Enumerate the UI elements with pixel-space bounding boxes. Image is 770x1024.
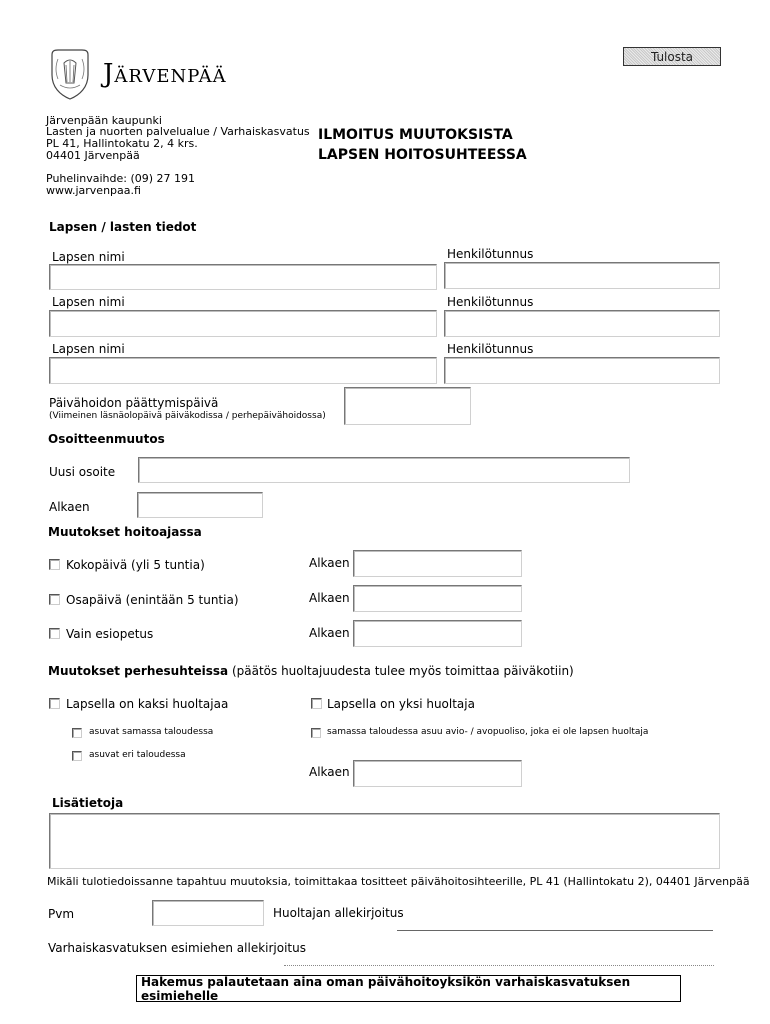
supervisor-signature-line	[284, 965, 714, 966]
two-guardians-checkbox[interactable]	[49, 698, 60, 709]
form-title-line2: LAPSEN HOITOSUHTEESSA	[318, 147, 527, 163]
two-guardians-label: Lapsella on kaksi huoltajaa	[66, 697, 229, 711]
full-day-label: Kokopäivä (yli 5 tuntia)	[66, 558, 205, 572]
address-start-input[interactable]	[137, 492, 263, 518]
address-start-label: Alkaen	[49, 500, 90, 514]
family-start-label: Alkaen	[309, 765, 350, 779]
same-household-label: asuvat samassa taloudessa	[89, 727, 214, 737]
section-heading-children: Lapsen / lasten tiedot	[49, 220, 197, 234]
phone-number: Puhelinvaihde: (09) 27 191	[46, 172, 196, 185]
return-notice	[136, 975, 681, 1002]
section-heading-care-time: Muutokset hoitoajassa	[48, 525, 202, 539]
guardian-signature-line	[397, 930, 713, 931]
income-note: Mikäli tulotiedoissanne tapahtuu muutoksia, toimittakaa tositteet päivähoitosihteerille, PL 41 (Hallintokatu 2), 04401 Järvenpää	[47, 875, 750, 888]
spouse-in-household-label: samassa taloudessa asuu avio- / avopuoliso, joka ei ole lapsen huoltaja	[327, 727, 649, 737]
city-coat-of-arms-icon	[44, 45, 96, 101]
same-household-checkbox[interactable]	[72, 728, 82, 738]
part-day-label: Osapäivä (enintään 5 tuntia)	[66, 593, 239, 607]
one-guardian-label: Lapsella on yksi huoltaja	[327, 697, 475, 711]
section-heading-extra: Lisätietoja	[52, 796, 124, 810]
child-id-label: Henkilötunnus	[447, 295, 534, 309]
date-input[interactable]	[152, 900, 264, 926]
child-name-label: Lapsen nimi	[52, 295, 125, 309]
care-start-label: Alkaen	[309, 591, 350, 605]
separate-households-label: asuvat eri taloudessa	[89, 750, 186, 760]
date-label: Pvm	[48, 907, 75, 921]
section-heading-family	[48, 664, 574, 678]
extra-info-textarea[interactable]	[49, 813, 720, 869]
child-name-input-3[interactable]	[49, 357, 437, 384]
part-day-start-input[interactable]	[353, 585, 522, 612]
return-notice-text: Hakemus palautetaan aina oman päivähoitoyksikön varhaiskasvatuksen esimiehelle	[141, 974, 631, 1003]
print-button[interactable]: Tulosta	[623, 47, 721, 66]
new-address-label: Uusi osoite	[49, 465, 116, 479]
child-id-label: Henkilötunnus	[447, 342, 534, 356]
spouse-in-household-checkbox[interactable]	[311, 728, 321, 738]
separate-households-checkbox[interactable]	[72, 751, 82, 761]
address-line: Lasten ja nuorten palvelualue / Varhaiskasvatus	[46, 125, 310, 138]
part-day-checkbox[interactable]	[49, 594, 60, 605]
form-title-line1: ILMOITUS MUUTOKSISTA	[318, 127, 513, 143]
care-start-label: Alkaen	[309, 626, 350, 640]
address-line: PL 41, Hallintokatu 2, 4 krs.	[46, 137, 198, 150]
child-id-label: Henkilötunnus	[447, 247, 534, 261]
full-day-checkbox[interactable]	[49, 559, 60, 570]
guardian-signature-label: Huoltajan allekirjoitus	[273, 906, 404, 920]
full-day-start-input[interactable]	[353, 550, 522, 577]
family-heading-bold: Muutokset perhesuhteissa	[48, 664, 229, 678]
child-name-label: Lapsen nimi	[52, 250, 125, 264]
supervisor-signature-label: Varhaiskasvatuksen esimiehen allekirjoitus	[48, 941, 306, 955]
preschool-only-start-input[interactable]	[353, 620, 522, 647]
family-heading-note: (päätös huoltajuudesta tulee myös toimittaa päiväkotiin)	[231, 664, 574, 678]
address-line: Järvenpään kaupunki	[46, 114, 162, 127]
new-address-input[interactable]	[138, 457, 630, 483]
child-id-input-3[interactable]	[444, 357, 720, 384]
care-end-date-input[interactable]	[344, 387, 471, 425]
city-logo-text: Järvenpää	[103, 59, 227, 89]
section-heading-address: Osoitteenmuutos	[48, 432, 165, 446]
child-id-input-2[interactable]	[444, 310, 720, 337]
website: www.jarvenpaa.fi	[46, 184, 141, 197]
child-id-input-1[interactable]	[444, 262, 720, 289]
one-guardian-checkbox[interactable]	[311, 698, 322, 709]
care-end-date-note: (Viimeinen läsnäolopäivä päiväkodissa / perhepäivähoidossa)	[49, 411, 326, 421]
address-line: 04401 Järvenpää	[46, 149, 140, 162]
care-end-date-label: Päivähoidon päättymispäivä	[49, 396, 219, 410]
child-name-label: Lapsen nimi	[52, 342, 125, 356]
family-start-input[interactable]	[353, 760, 522, 787]
preschool-only-label: Vain esiopetus	[66, 627, 154, 641]
child-name-input-1[interactable]	[49, 264, 437, 290]
preschool-only-checkbox[interactable]	[49, 628, 60, 639]
child-name-input-2[interactable]	[49, 310, 437, 337]
care-start-label: Alkaen	[309, 556, 350, 570]
